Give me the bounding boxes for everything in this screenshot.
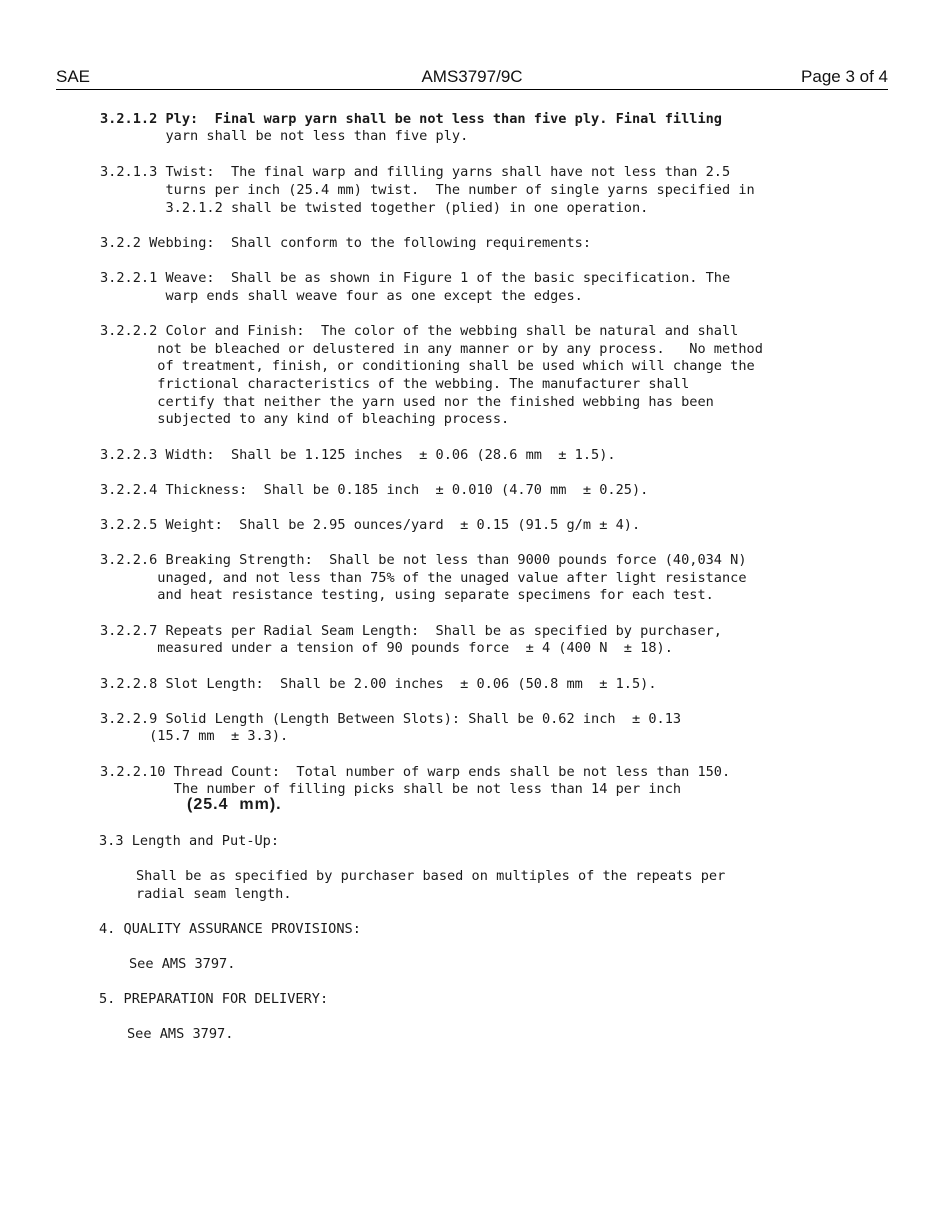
para-3-2-2-10-line3: (25.4 mm). bbox=[187, 796, 282, 813]
para-3-2-2-2-line1: 3.2.2.2 Color and Finish: The color of the webbing shall be natural and shall bbox=[100, 323, 739, 339]
para-3-2-2-4: 3.2.2.4 Thickness: Shall be 0.185 inch ± 0.010 (4.70 mm ± 0.25). bbox=[100, 482, 649, 498]
para-3-2-1-3-line2: turns per inch (25.4 mm) twist. The number of single yarns specified in bbox=[100, 182, 755, 198]
section-3-3-line1: Shall be as specified by purchaser based on multiples of the repeats per bbox=[136, 868, 726, 884]
section-3-3-heading: 3.3 Length and Put-Up: bbox=[99, 833, 280, 849]
para-3-2-2-1-line1: 3.2.2.1 Weave: Shall be as shown in Figure 1 of the basic specification. The bbox=[100, 270, 731, 286]
para-3-2-2-5: 3.2.2.5 Weight: Shall be 2.95 ounces/yard ± 0.15 (91.5 g/m ± 4). bbox=[100, 517, 641, 533]
para-3-2-2-10-line2: The number of filling picks shall be not less than 14 per inch bbox=[100, 781, 682, 797]
para-3-2-2-2-line3: of treatment, finish, or conditioning shall be used which will change the bbox=[100, 358, 755, 374]
para-3-2-2-7-line2: measured under a tension of 90 pounds force ± 4 (400 N ± 18). bbox=[100, 640, 673, 656]
para-3-2-2-9-line1: 3.2.2.9 Solid Length (Length Between Slots): Shall be 0.62 inch ± 0.13 bbox=[100, 711, 682, 727]
para-3-2-2-9-line2: (15.7 mm ± 3.3). bbox=[100, 728, 289, 744]
section-5-body: See AMS 3797. bbox=[127, 1026, 234, 1042]
section-5-heading: 5. PREPARATION FOR DELIVERY: bbox=[99, 991, 329, 1007]
para-3-2-2-3: 3.2.2.3 Width: Shall be 1.125 inches ± 0.06 (28.6 mm ± 1.5). bbox=[100, 447, 616, 463]
para-3-2-2-6-line3: and heat resistance testing, using separate specimens for each test. bbox=[100, 587, 714, 603]
section-4-body: See AMS 3797. bbox=[129, 956, 236, 972]
para-3-2-2-7-line1: 3.2.2.7 Repeats per Radial Seam Length: Shall be as specified by purchaser, bbox=[100, 623, 722, 639]
para-3-2-1-3-line3: 3.2.1.2 shall be twisted together (plied) in one operation. bbox=[100, 200, 649, 216]
section-3-3-line2: radial seam length. bbox=[136, 886, 292, 902]
para-3-2-2-2-line6: subjected to any kind of bleaching process. bbox=[100, 411, 510, 427]
para-3-2-1-3-line1: 3.2.1.3 Twist: The final warp and filling yarns shall have not less than 2.5 bbox=[100, 164, 731, 180]
header-doc-number: AMS3797/9C bbox=[421, 67, 523, 86]
para-3-2-2-6-line2: unaged, and not less than 75% of the unaged value after light resistance bbox=[100, 570, 747, 586]
para-3-2-1-2-line2: yarn shall be not less than five ply. bbox=[100, 128, 469, 144]
para-3-2-2-10-line1: 3.2.2.10 Thread Count: Total number of warp ends shall be not less than 150. bbox=[100, 764, 731, 780]
para-3-2-2-line1: 3.2.2 Webbing: Shall conform to the following requirements: bbox=[100, 235, 592, 251]
para-3-2-2-2-line2: not be bleached or delustered in any manner or by any process. No method bbox=[100, 341, 763, 357]
para-3-2-2-8: 3.2.2.8 Slot Length: Shall be 2.00 inches ± 0.06 (50.8 mm ± 1.5). bbox=[100, 676, 657, 692]
para-3-2-2-2-line5: certify that neither the yarn used nor the finished webbing has been bbox=[100, 394, 714, 410]
para-3-2-2-6-line1: 3.2.2.6 Breaking Strength: Shall be not less than 9000 pounds force (40,034 N) bbox=[100, 552, 747, 568]
header-org: SAE bbox=[56, 67, 91, 86]
para-3-2-2-2-line4: frictional characteristics of the webbing. The manufacturer shall bbox=[100, 376, 690, 392]
para-3-2-2-1-line2: warp ends shall weave four as one except the edges. bbox=[100, 288, 583, 304]
para-3-2-1-2-line1: 3.2.1.2 Ply: Final warp yarn shall be not less than five ply. Final filling bbox=[100, 111, 722, 127]
header-page-number: Page 3 of 4 bbox=[801, 67, 888, 86]
section-4-heading: 4. QUALITY ASSURANCE PROVISIONS: bbox=[99, 921, 361, 937]
page-header bbox=[56, 67, 888, 90]
